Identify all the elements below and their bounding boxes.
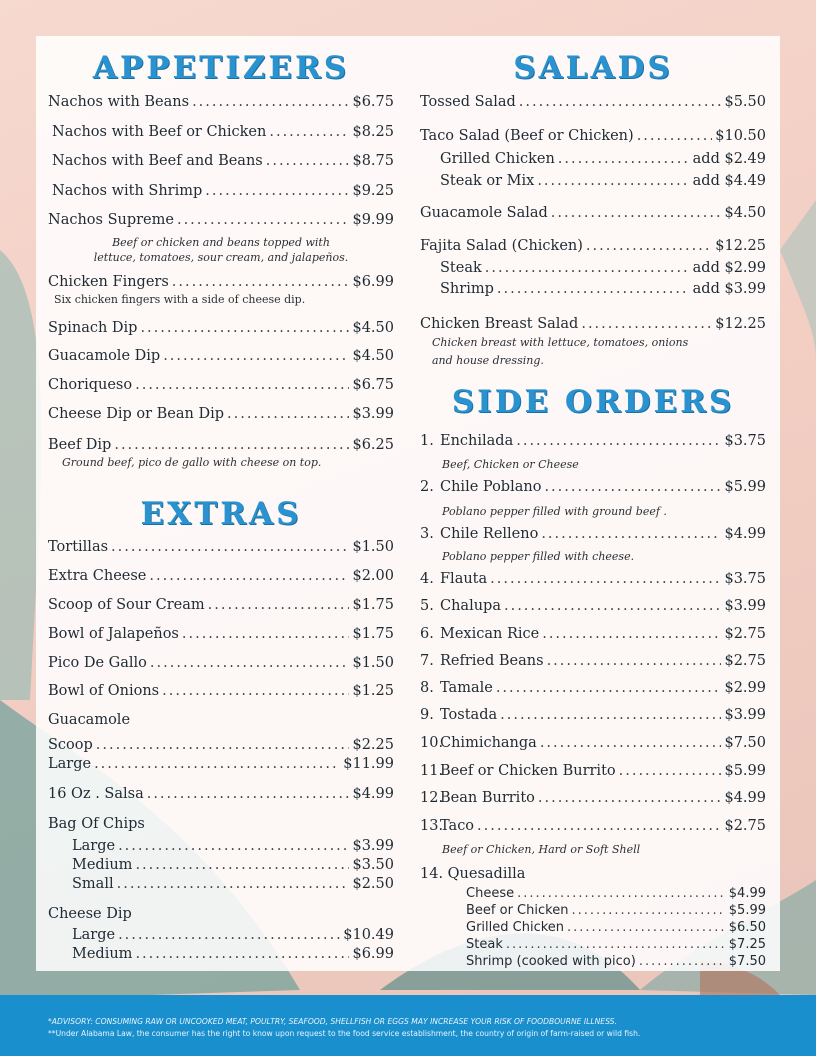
menu-item: 16 Oz . Salsa ..... $4.99 — [48, 786, 394, 802]
menu-item: Small ..... $2.50 — [72, 876, 394, 892]
side-item: 4. Flauta ..... $3.75 — [420, 571, 766, 587]
side-item: 10.Chimichanga ..... $7.50 — [420, 735, 766, 751]
item-description: and house dressing. — [432, 354, 544, 367]
menu-item: Nachos Supreme ..... $9.99 — [48, 212, 394, 228]
extras-heading: EXTRAS — [140, 496, 302, 532]
item-description: Beef, Chicken or Cheese — [442, 458, 579, 471]
salads-heading: SALADS — [513, 50, 673, 86]
side-item: 5. Chalupa ..... $3.99 — [420, 598, 766, 614]
side-item: 7. Refried Beans ..... $2.75 — [420, 653, 766, 669]
menu-item: Nachos with Beef and Beans ..... $8.75 — [52, 153, 394, 169]
item-description: Poblano pepper filled with cheese. — [442, 550, 635, 563]
item-description: Ground beef, pico de gallo with cheese on top. — [62, 456, 322, 469]
quesadilla-item: Grilled Chicken ..... $6.50 — [466, 920, 766, 935]
menu-item: Pico De Gallo ..... $1.50 — [48, 655, 394, 671]
quesadilla-item: Shrimp (cooked with pico) ..... $7.50 — [466, 954, 766, 969]
menu-item: Large ..... $11.99 — [48, 756, 394, 772]
menu-item: Scoop ..... $2.25 — [48, 737, 394, 753]
item-description: Beef or chicken and beans topped with — [112, 236, 330, 249]
side-item: 3. Chile Relleno ..... $4.99 — [420, 526, 766, 542]
side-item: 9. Tostada ..... $3.99 — [420, 707, 766, 723]
menu-item: Choriqueso ..... $6.75 — [48, 377, 394, 393]
menu-item: Grilled Chicken ..... add $2.49 — [440, 151, 766, 167]
menu-item: Nachos with Beef or Chicken ..... $8.25 — [52, 124, 394, 140]
side-item: 1. Enchilada ..... $3.75 — [420, 433, 766, 449]
quesadilla-item: Steak ..... $7.25 — [466, 937, 766, 952]
menu-item: Extra Cheese ..... $2.00 — [48, 568, 394, 584]
quesadilla-label: 14. Quesadilla — [420, 866, 526, 882]
menu-item: Steak or Mix ..... add $4.49 — [440, 173, 766, 189]
menu-item: Cheese Dip or Bean Dip ..... $3.99 — [48, 406, 394, 422]
advisory-text: *ADVISORY: CONSUMING RAW OR UNCOOKED MEAT, POULTRY, SEAFOOD, SHELLFISH OR EGGS MAY INCREASE YOUR RISK OF FOODBOURNE ILLNESS. — [48, 1017, 617, 1026]
quesadilla-item: Cheese ..... $4.99 — [466, 886, 766, 901]
menu-item: Large ..... $3.99 — [72, 838, 394, 854]
menu-item: Bowl of Onions ..... $1.25 — [48, 683, 394, 699]
appetizers-heading: APPETIZERS — [92, 50, 350, 86]
menu-item: Guacamole Salad ..... $4.50 — [420, 205, 766, 221]
menu-item: Large ..... $10.49 — [72, 927, 394, 943]
menu-item: Taco Salad (Beef or Chicken) ..... $10.50 — [420, 128, 766, 144]
menu-item: Scoop of Sour Cream ..... $1.75 — [48, 597, 394, 613]
item-description: Poblano pepper filled with ground beef . — [442, 505, 667, 518]
menu-item: Shrimp ..... add $3.99 — [440, 281, 766, 297]
item-description: Beef or Chicken, Hard or Soft Shell — [442, 843, 641, 856]
side-item: 2. Chile Poblano ..... $5.99 — [420, 479, 766, 495]
menu-item: Fajita Salad (Chicken) ..... $12.25 — [420, 238, 766, 254]
menu-item: Chicken Fingers ..... $6.99 — [48, 274, 394, 290]
menu-item: Bowl of Jalapeños ..... $1.75 — [48, 626, 394, 642]
menu-item: Medium ..... $3.50 — [72, 857, 394, 873]
quesadilla-item: Beef or Chicken ..... $5.99 — [466, 903, 766, 918]
side-orders-heading: SIDE ORDERS — [451, 384, 735, 420]
item-description: Chicken breast with lettuce, tomatoes, onions — [432, 336, 689, 349]
side-item: 8. Tamale ..... $2.99 — [420, 680, 766, 696]
guacamole-label: Guacamole — [48, 712, 131, 728]
side-item: 11.Beef or Chicken Burrito ..... $5.99 — [420, 763, 766, 779]
chips-label: Bag Of Chips — [48, 816, 145, 832]
menu-item: Chicken Breast Salad ..... $12.25 — [420, 316, 766, 332]
item-description: Six chicken fingers with a side of cheese dip. — [54, 293, 306, 306]
footer-disclaimer — [0, 995, 816, 1056]
side-item: 6. Mexican Rice ..... $2.75 — [420, 626, 766, 642]
item-description: lettuce, tomatoes, sour cream, and jalapeños. — [93, 251, 349, 264]
menu-item: Nachos with Beans ..... $6.75 — [48, 94, 394, 110]
menu-item: Beef Dip ..... $6.25 — [48, 437, 394, 453]
menu-item: Steak ..... add $2.99 — [440, 260, 766, 276]
menu-item: Spinach Dip ..... $4.50 — [48, 320, 394, 336]
law-text: **Under Alabama Law, the consumer has the right to know upon request to the food service establishment, the country of origin of farm-raised or wild fish. — [48, 1029, 641, 1038]
side-item: 12.Bean Burrito ..... $4.99 — [420, 790, 766, 806]
menu-item: Tortillas ..... $1.50 — [48, 539, 394, 555]
menu-panel — [36, 36, 780, 971]
menu-item: Medium ..... $6.99 — [72, 946, 394, 962]
menu-item: Nachos with Shrimp ..... $9.25 — [52, 183, 394, 199]
menu-item: Guacamole Dip ..... $4.50 — [48, 348, 394, 364]
side-item: 13.Taco ..... $2.75 — [420, 818, 766, 834]
menu-item: Tossed Salad ..... $5.50 — [420, 94, 766, 110]
cheesedip-label: Cheese Dip — [48, 906, 132, 922]
